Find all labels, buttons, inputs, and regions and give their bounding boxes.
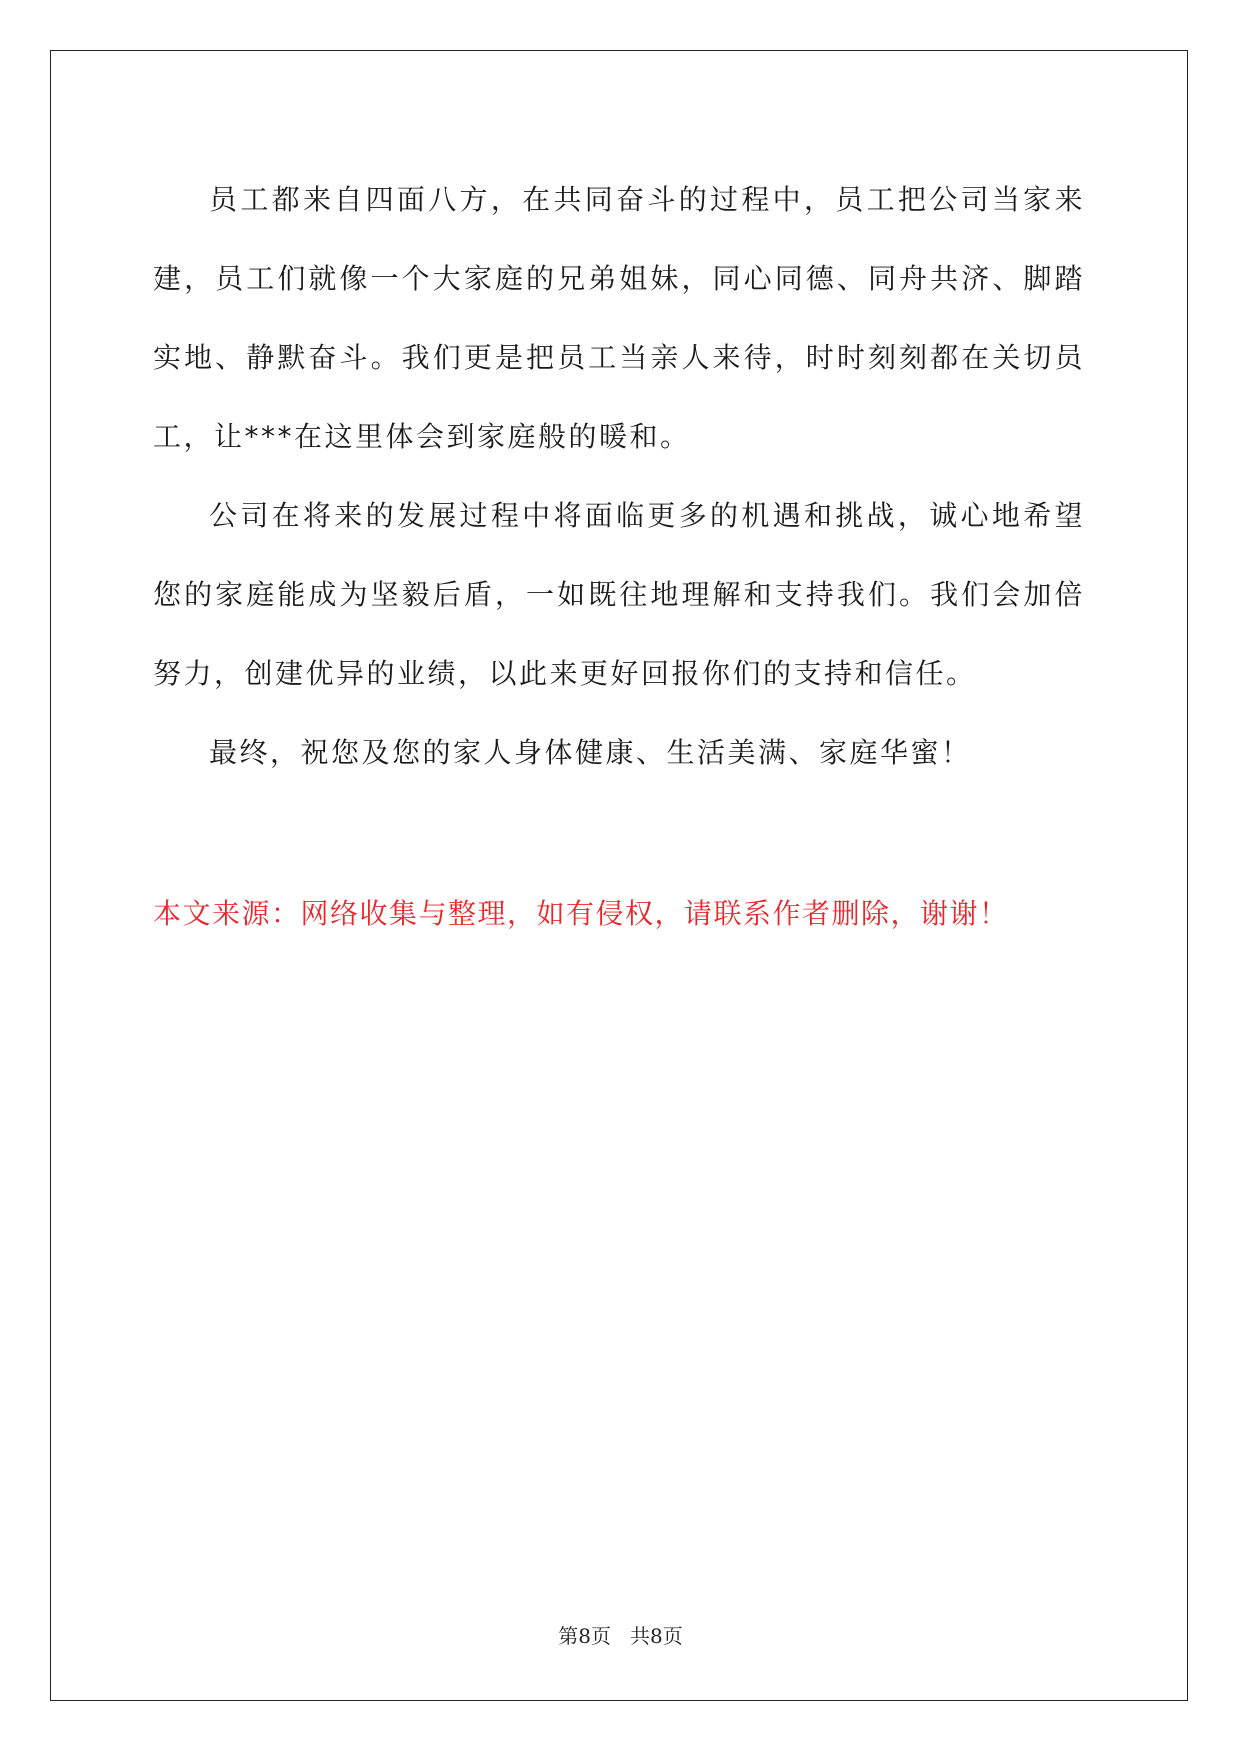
paragraph-1: 员工都来自四面八方，在共同奋斗的过程中，员工把公司当家来建，员工们就像一个大家庭的兄弟姐妹，同心同德、同舟共济、脚踏实地、静默奋斗。我们更是把员工当亲人来待，时时刻刻都在关切员工，让***在这里体会到家庭般的暖和。 [153,183,1085,453]
document-body [153,160,1085,792]
source-note: 本文来源：网络收集与整理，如有侵权，请联系作者删除，谢谢！ [153,897,1009,930]
page-number-label: 第8页 共8页 [558,1624,683,1648]
paragraph-3: 最终，祝您及您的家人身体健康、生活美满、家庭华蜜！ [209,736,972,769]
paragraph-2: 公司在将来的发展过程中将面临更多的机遇和挑战，诚心地希望您的家庭能成为坚毅后盾，一如既往地理解和支持我们。我们会加倍努力，创建优异的业绩，以此来更好回报你们的支持和信任。 [153,499,1085,690]
page-footer [0,1620,1241,1649]
